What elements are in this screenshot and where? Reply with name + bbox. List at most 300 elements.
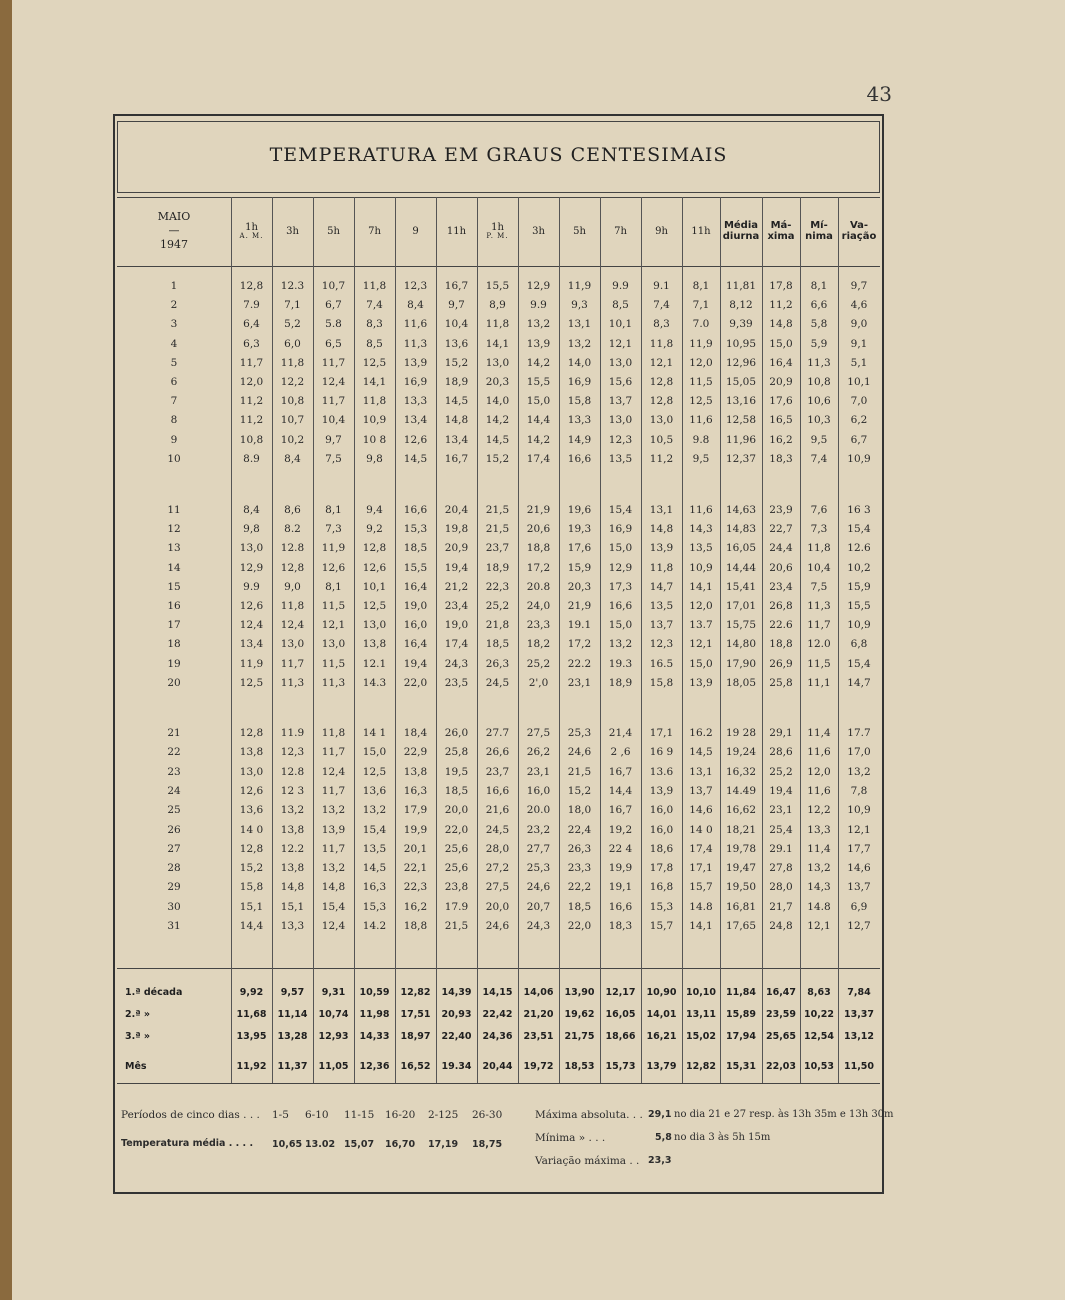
day-cell: 20.0 [526, 804, 551, 817]
day-cell: 12,8 [362, 542, 387, 555]
day-cell: 12,3 [649, 638, 674, 651]
day-cell: 7,4 [653, 299, 670, 312]
period-range: 16-20 [385, 1109, 416, 1121]
day-cell: 13,5 [649, 600, 674, 612]
day-cell: 12,96 [725, 356, 757, 369]
table-row [117, 840, 880, 859]
day-cell: 12,1 [321, 619, 346, 632]
day-cell: 12,8 [239, 280, 264, 292]
summary-cell: 20,93 [441, 1009, 472, 1020]
day-cell: 6,7 [850, 433, 868, 446]
summary-cell: 10,53 [803, 1061, 835, 1072]
day-cell: 13,2 [807, 862, 831, 875]
day-cell: 20,0 [444, 804, 469, 817]
day-label: 7 [170, 395, 178, 408]
table-row [117, 277, 880, 296]
day-cell: 21,9 [567, 600, 592, 612]
day-cell: 20.8 [526, 580, 551, 593]
day-cell: 8,4 [284, 452, 301, 465]
day-cell: 16,3 [403, 784, 428, 797]
day-cell: 9,39 [729, 318, 753, 331]
day-cell: 11,7 [239, 356, 264, 369]
year-label: 1947 [160, 237, 188, 251]
day-cell: 15,3 [649, 900, 674, 913]
day-cell: 11,7 [321, 746, 346, 759]
day-cell: 14,5 [444, 395, 469, 408]
day-cell: 12.0 [807, 638, 831, 651]
day-cell: 18,2 [526, 638, 551, 651]
summary-cell: 13,11 [685, 1009, 717, 1020]
day-cell: 17,9 [403, 804, 428, 817]
day-cell: 15,6 [608, 376, 633, 388]
day-cell: 24,3 [444, 657, 469, 670]
day-cell: 12,6 [239, 600, 264, 612]
day-cell: 23,1 [769, 804, 793, 817]
day-cell: 11,1 [807, 676, 831, 689]
day-cell: 9,7 [850, 280, 868, 292]
day-cell: 13,1 [649, 504, 674, 516]
hour-header [518, 198, 559, 264]
day-cell: 10,4 [321, 414, 346, 427]
day-cell: 12,58 [725, 414, 757, 427]
summary-cell: 9,92 [239, 987, 264, 998]
day-cell: 21,5 [567, 765, 592, 778]
day-cell: 13,1 [689, 765, 713, 778]
day-cell: 13,0 [239, 542, 264, 555]
day-cell: 18,05 [725, 676, 757, 689]
summary-cell: 11,84 [725, 987, 757, 998]
day-cell: 13,6 [362, 784, 387, 797]
summary-row [117, 1005, 880, 1024]
day-cell: 12,1 [608, 337, 633, 350]
day-cell: 7,5 [325, 452, 342, 465]
day-cell: 15,8 [649, 676, 674, 689]
day-cell: 16,6 [403, 504, 428, 516]
min-header-line1: Mí- [810, 220, 828, 231]
day-cell: 13,9 [689, 676, 713, 689]
hour-header-label: 3h [286, 225, 299, 237]
day-cell: 13,9 [403, 356, 428, 369]
day-cell: 16,5 [769, 414, 793, 427]
day-cell: 20,0 [485, 900, 510, 913]
day-cell: 18,9 [485, 561, 510, 574]
day-cell: 16 3 [847, 504, 871, 516]
day-cell: 17.7 [847, 727, 871, 739]
summary-cell: 12,82 [685, 1061, 717, 1072]
period-mean-temp: 17,19 [428, 1139, 459, 1150]
day-cell: 12.3 [280, 280, 305, 292]
day-cell: 17,3 [608, 580, 633, 593]
day-label: 3 [170, 318, 178, 331]
day-cell: 15,4 [608, 504, 633, 516]
day-cell: 19,4 [444, 561, 469, 574]
hour-header-label: 5h [573, 225, 586, 237]
table-row [117, 578, 880, 597]
day-cell: 14,1 [485, 337, 510, 350]
day-cell: 8,1 [325, 504, 342, 516]
day-cell: 12,4 [321, 376, 346, 388]
mean-daily-header-line2: diurna [722, 231, 760, 242]
day-cell: 8,1 [810, 280, 828, 292]
day-cell: 12,3 [280, 746, 305, 759]
table-row [117, 520, 880, 539]
day-cell: 13,6 [239, 804, 264, 817]
summary-cell: 25,65 [765, 1031, 797, 1042]
summary-cell: 13,79 [646, 1061, 677, 1072]
day-cell: 22,2 [567, 881, 592, 894]
day-cell: 12,4 [239, 619, 264, 632]
day-cell: 18,8 [769, 638, 793, 651]
day-cell: 8,1 [325, 580, 342, 593]
day-label: 14 [167, 561, 181, 574]
table-row [117, 859, 880, 878]
day-cell: 19,2 [608, 823, 633, 836]
day-cell: 12,8 [239, 842, 264, 855]
day-cell: 14,3 [689, 523, 713, 536]
day-cell: 21,7 [769, 900, 793, 913]
day-cell: 17,1 [689, 862, 713, 875]
day-cell: 14.2 [362, 920, 387, 932]
day-cell: 12,1 [649, 356, 674, 369]
day-cell: 10,3 [807, 414, 831, 427]
day-cell: 13,5 [362, 842, 387, 855]
day-cell: 16,32 [725, 765, 757, 778]
day-cell: 28,0 [769, 881, 793, 894]
day-cell: 12,9 [526, 280, 551, 292]
summary-cell: 13,37 [843, 1009, 875, 1020]
day-cell: 12,0 [689, 356, 713, 369]
day-cell: 14,44 [725, 561, 757, 574]
day-cell: 21,4 [608, 727, 633, 739]
day-cell: 13,8 [403, 765, 428, 778]
day-cell: 19,47 [725, 862, 757, 875]
day-cell: 28,0 [485, 842, 510, 855]
day-cell: 24,0 [526, 600, 551, 612]
day-cell: 20,3 [567, 580, 592, 593]
table-row [117, 674, 880, 693]
day-cell: 10,4 [807, 561, 831, 574]
day-cell: 17,4 [526, 452, 551, 465]
day-cell: 11,8 [485, 318, 510, 331]
day-cell: 12,5 [239, 676, 264, 689]
table-row [117, 315, 880, 334]
day-cell: 15,2 [444, 356, 469, 369]
day-cell: 27,5 [526, 727, 551, 739]
day-cell: 15,0 [689, 657, 713, 670]
table-row [117, 616, 880, 635]
day-cell: 16.5 [649, 657, 674, 670]
day-cell: 11,7 [280, 657, 305, 670]
summary-cell: 10,10 [685, 987, 717, 998]
day-cell: 22,7 [769, 523, 793, 536]
day-label: 30 [167, 900, 181, 913]
day-cell: 26,6 [485, 746, 510, 759]
day-cell: 17,90 [725, 657, 757, 670]
hour-header [559, 198, 600, 264]
day-cell: 24,4 [769, 542, 793, 555]
summary-cell: 13,12 [843, 1031, 875, 1042]
day-cell: 13,0 [608, 414, 633, 427]
day-cell: 17,8 [649, 862, 674, 875]
day-cell: 12,1 [689, 638, 713, 651]
day-cell: 19.3 [608, 657, 633, 670]
hour-header-label: 7h [368, 225, 381, 237]
day-cell: 17,8 [769, 280, 793, 292]
table-row [117, 539, 880, 558]
day-cell: 21,2 [444, 580, 469, 593]
day-cell: 23,8 [444, 881, 469, 894]
day-cell: 7,0 [850, 395, 868, 408]
day-label: 24 [167, 784, 181, 797]
day-cell: 11,9 [689, 337, 713, 350]
hour-header [436, 198, 477, 264]
day-cell: 11,6 [807, 784, 831, 797]
day-cell: 12,8 [280, 561, 305, 574]
day-cell: 10,2 [847, 561, 871, 574]
max-abs-note: no dia 21 e 27 resp. às 13h 35m e 13h 30m [674, 1109, 894, 1120]
variation-header-line2: riação [841, 231, 877, 242]
day-cell: 11,7 [321, 842, 346, 855]
day-cell: 12.6 [847, 542, 871, 555]
day-cell: 14,1 [689, 580, 713, 593]
day-cell: 15,75 [725, 619, 757, 632]
summary-cell: 14,15 [482, 987, 513, 998]
day-cell: 11,2 [239, 414, 264, 427]
day-cell: 19,9 [403, 823, 428, 836]
day-cell: 14,7 [847, 676, 871, 689]
summary-cell: 10,22 [803, 1009, 835, 1020]
day-cell: 19 28 [725, 727, 757, 739]
month-year-header [117, 198, 231, 264]
table-row [117, 724, 880, 743]
table-row [117, 431, 880, 450]
day-label: 29 [167, 881, 181, 894]
day-cell: 12,0 [689, 600, 713, 612]
day-cell: 19,50 [725, 881, 757, 894]
day-cell: 9.1 [653, 280, 670, 292]
day-cell: 13,9 [649, 542, 674, 555]
summary-cell: 13,90 [564, 987, 595, 998]
day-cell: 11,7 [807, 619, 831, 632]
day-cell: 16,2 [769, 433, 793, 446]
day-cell: 12,6 [362, 561, 387, 574]
summary-cell: 22,42 [482, 1009, 513, 1020]
mean-daily-header-line1: Média [723, 220, 759, 231]
day-cell: 12.1 [362, 657, 387, 670]
table-row [117, 917, 880, 936]
day-cell: 12.8 [280, 765, 305, 778]
summary-cell: 23,51 [523, 1031, 554, 1042]
summary-cell: 17,94 [725, 1031, 757, 1042]
day-cell: 13,2 [321, 804, 346, 817]
day-cell: 25,2 [526, 657, 551, 670]
hour-header-period: A. M. [239, 231, 264, 240]
day-cell: 13,0 [321, 638, 346, 651]
day-cell: 16,6 [608, 600, 633, 612]
day-cell: 16.2 [689, 727, 713, 739]
day-cell: 16,3 [362, 881, 387, 894]
summary-cell: 18,97 [400, 1031, 431, 1042]
day-cell: 11,9 [567, 280, 592, 292]
day-cell: 10,5 [649, 433, 674, 446]
day-cell: 19,0 [403, 600, 428, 612]
day-cell: 22,1 [403, 862, 428, 875]
day-cell: 12,8 [649, 376, 674, 388]
hour-header [641, 198, 682, 264]
day-cell: 19,1 [608, 881, 633, 894]
day-cell: 26,0 [444, 727, 469, 739]
day-cell: 20,6 [526, 523, 551, 536]
day-cell: 10 8 [362, 433, 387, 446]
day-cell: 12,2 [807, 804, 831, 817]
table-row [117, 635, 880, 654]
day-cell: 25,2 [769, 765, 793, 778]
hour-header-label: 7h [614, 225, 627, 237]
period-range: 6-10 [305, 1109, 329, 1121]
day-cell: 7,1 [284, 299, 301, 312]
day-cell: 11,4 [807, 842, 831, 855]
summary-cell: 10,74 [318, 1009, 349, 1020]
day-cell: 13,3 [403, 395, 428, 408]
day-cell: 13,0 [649, 414, 674, 427]
day-cell: 24,3 [526, 920, 551, 932]
day-cell: 18,3 [769, 452, 793, 465]
day-cell: 12,5 [689, 395, 713, 408]
day-cell: 14,1 [689, 920, 713, 932]
day-cell: 21,5 [444, 920, 469, 932]
day-cell: 9,4 [366, 504, 383, 516]
summary-cell: 9,57 [280, 987, 305, 998]
day-cell: 17,7 [847, 842, 871, 855]
day-cell: 11,8 [280, 356, 305, 369]
day-cell: 23,3 [526, 619, 551, 632]
day-cell: 15,5 [526, 376, 551, 388]
day-cell: 12,9 [608, 561, 633, 574]
day-cell: 21,8 [485, 619, 510, 632]
day-cell: 15,0 [362, 746, 387, 759]
day-cell: 17,6 [769, 395, 793, 408]
day-cell: 25,8 [444, 746, 469, 759]
day-cell: 14,6 [847, 862, 871, 875]
day-cell: 16,05 [725, 542, 757, 555]
day-cell: 16,7 [444, 280, 469, 292]
day-cell: 23,2 [526, 823, 551, 836]
day-label: 11 [167, 504, 181, 516]
day-cell: 24,6 [485, 920, 510, 932]
day-cell: 15,05 [725, 376, 757, 388]
periods-label: Períodos de cinco dias . . . [121, 1109, 260, 1121]
day-cell: 10,2 [280, 433, 305, 446]
day-cell: 13,7 [608, 395, 633, 408]
day-cell: 6,8 [850, 638, 868, 651]
day-cell: 24,6 [526, 881, 551, 894]
day-cell: 12,5 [362, 600, 387, 612]
day-cell: 16,4 [769, 356, 793, 369]
table-row [117, 743, 880, 762]
summary-cell: 15,31 [725, 1061, 757, 1072]
summary-cell: 18,53 [564, 1061, 595, 1072]
day-label: 19 [167, 657, 181, 670]
summary-row [117, 1027, 880, 1046]
summary-cell: 11,98 [359, 1009, 390, 1020]
day-cell: 14,0 [567, 356, 592, 369]
day-cell: 23,4 [444, 600, 469, 612]
day-cell: 12,3 [403, 280, 428, 292]
period-mean-temp: 13.02 [305, 1139, 336, 1150]
day-cell: 13,9 [321, 823, 346, 836]
day-cell: 11,81 [725, 280, 757, 292]
max-header-line2: xima [767, 231, 795, 242]
day-cell: 13,0 [239, 765, 264, 778]
day-cell: 23,1 [567, 676, 592, 689]
day-cell: 28,6 [769, 746, 793, 759]
summary-cell: 16,21 [646, 1031, 677, 1042]
day-cell: 25,4 [769, 823, 793, 836]
summary-cell: 21,20 [523, 1009, 554, 1020]
day-cell: 12,7 [847, 920, 871, 932]
day-cell: 21,5 [485, 523, 510, 536]
day-cell: 8,4 [407, 299, 424, 312]
day-cell: 26,3 [485, 657, 510, 670]
day-cell: 12,6 [403, 433, 428, 446]
day-cell: 14,4 [526, 414, 551, 427]
summary-label: Mês [125, 1061, 147, 1072]
variation-header-line1: Va- [849, 220, 869, 231]
day-cell: 20,4 [444, 504, 469, 516]
day-label: 23 [167, 765, 181, 778]
day-label: 26 [167, 823, 181, 836]
day-cell: 15,3 [362, 900, 387, 913]
day-cell: 11,3 [807, 600, 831, 612]
day-cell: 15,4 [362, 823, 387, 836]
day-cell: 20,1 [403, 842, 428, 855]
day-cell: 11,3 [403, 337, 428, 350]
day-cell: 11,6 [807, 746, 831, 759]
day-cell: 27,2 [485, 862, 510, 875]
summary-label: 3.ª » [125, 1031, 151, 1042]
day-cell: 10,1 [847, 376, 871, 388]
day-cell: 16,6 [567, 452, 592, 465]
day-cell: 17,2 [526, 561, 551, 574]
day-cell: 9,7 [325, 433, 342, 446]
day-cell: 17.9 [444, 900, 469, 913]
day-cell: 15,5 [403, 561, 428, 574]
day-cell: 11,5 [689, 376, 713, 388]
day-cell: 14.8 [689, 900, 713, 913]
month-dash: — [168, 224, 180, 238]
day-cell: 23,5 [444, 676, 469, 689]
day-cell: 18,9 [608, 676, 633, 689]
day-cell: 24,8 [769, 920, 793, 932]
day-cell: 14,8 [321, 881, 346, 894]
day-cell: 20,7 [526, 900, 551, 913]
summary-cell: 14,06 [523, 987, 554, 998]
day-cell: 11,8 [649, 561, 674, 574]
day-cell: 16,7 [608, 804, 633, 817]
day-cell: 12.8 [280, 542, 305, 555]
day-label: 13 [167, 542, 181, 555]
day-cell: 6,4 [243, 318, 260, 331]
day-cell: 13,2 [362, 804, 387, 817]
day-cell: 19,8 [444, 523, 469, 536]
day-cell: 4,6 [850, 299, 868, 312]
day-cell: 14,63 [725, 504, 757, 516]
table-row [117, 335, 880, 354]
day-cell: 11,2 [239, 395, 264, 408]
day-cell: 9,5 [810, 433, 828, 446]
summary-cell: 12,17 [605, 987, 636, 998]
day-cell: 26,3 [567, 842, 592, 855]
